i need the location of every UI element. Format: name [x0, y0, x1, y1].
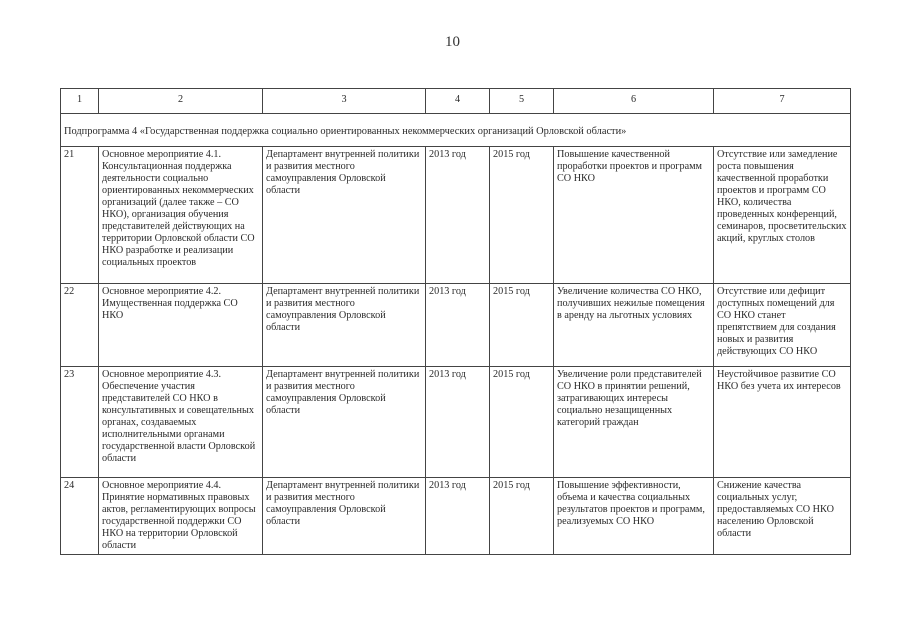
consequences-cell: Неустойчивое развитие СО НКО без учета их интересов [714, 367, 851, 478]
row-number: 22 [61, 284, 99, 367]
executor-cell: Департамент внутренней политики и развития местного самоуправления Орловской области [263, 478, 426, 555]
row-number: 21 [61, 147, 99, 284]
column-header: 4 [426, 89, 490, 114]
executor-cell: Департамент внутренней политики и развития местного самоуправления Орловской области [263, 284, 426, 367]
measure-cell: Основное мероприятие 4.4. Принятие нормативных правовых актов, регламентирующих вопросы государственной поддержки СО НКО на территории Орловской области [99, 478, 263, 555]
result-cell: Повышение эффективности, объема и качества социальных результатов проектов и программ, реализуемых СО НКО [554, 478, 714, 555]
subprogram-title-row [61, 114, 851, 147]
table-row [61, 147, 851, 284]
table-row [61, 284, 851, 367]
end-year-cell: 2015 год [490, 284, 554, 367]
executor-cell: Департамент внутренней политики и развития местного самоуправления Орловской области [263, 147, 426, 284]
column-header: 6 [554, 89, 714, 114]
consequences-cell: Отсутствие или замедление роста повышения качественной проработки проектов и программ СО НКО, количества проведенных конференций, семинаров, просветительских акций, круглых столов [714, 147, 851, 284]
start-year-cell: 2013 год [426, 284, 490, 367]
column-header: 1 [61, 89, 99, 114]
program-table [60, 88, 851, 555]
end-year-cell: 2015 год [490, 147, 554, 284]
result-cell: Увеличение роли представителей СО НКО в принятии решений, затрагивающих интересы социально незащищенных категорий граждан [554, 367, 714, 478]
subprogram-title: Подпрограмма 4 «Государственная поддержка социально ориентированных некоммерческих организаций Орловской области» [61, 114, 851, 147]
row-number: 24 [61, 478, 99, 555]
row-number: 23 [61, 367, 99, 478]
column-number-row [61, 89, 851, 114]
table-row [61, 478, 851, 555]
result-cell: Повышение качественной проработки проектов и программ СО НКО [554, 147, 714, 284]
end-year-cell: 2015 год [490, 367, 554, 478]
column-header: 2 [99, 89, 263, 114]
consequences-cell: Отсутствие или дефицит доступных помещений для СО НКО станет препятствием для создания новых и развития действующих СО НКО [714, 284, 851, 367]
column-header: 5 [490, 89, 554, 114]
column-header: 3 [263, 89, 426, 114]
table-row [61, 367, 851, 478]
measure-cell: Основное мероприятие 4.3. Обеспечение участия представителей СО НКО в консультативных и совещательных органах, создаваемых исполнительными органами государственной власти Орловской области [99, 367, 263, 478]
column-header: 7 [714, 89, 851, 114]
start-year-cell: 2013 год [426, 478, 490, 555]
executor-cell: Департамент внутренней политики и развития местного самоуправления Орловской области [263, 367, 426, 478]
measure-cell: Основное мероприятие 4.1. Консультационная поддержка деятельности социально ориентированных некоммерческих организаций (далее также – СО НКО), организация обучения представителей действующих на территории Орловской области СО НКО разработке и реализации социальных проектов [99, 147, 263, 284]
end-year-cell: 2015 год [490, 478, 554, 555]
start-year-cell: 2013 год [426, 367, 490, 478]
result-cell: Увеличение количества СО НКО, получивших нежилые помещения в аренду на льготных условиях [554, 284, 714, 367]
consequences-cell: Снижение качества социальных услуг, предоставляемых СО НКО населению Орловской области [714, 478, 851, 555]
measure-cell: Основное мероприятие 4.2. Имущественная поддержка СО НКО [99, 284, 263, 367]
page-number: 10 [445, 34, 460, 50]
start-year-cell: 2013 год [426, 147, 490, 284]
